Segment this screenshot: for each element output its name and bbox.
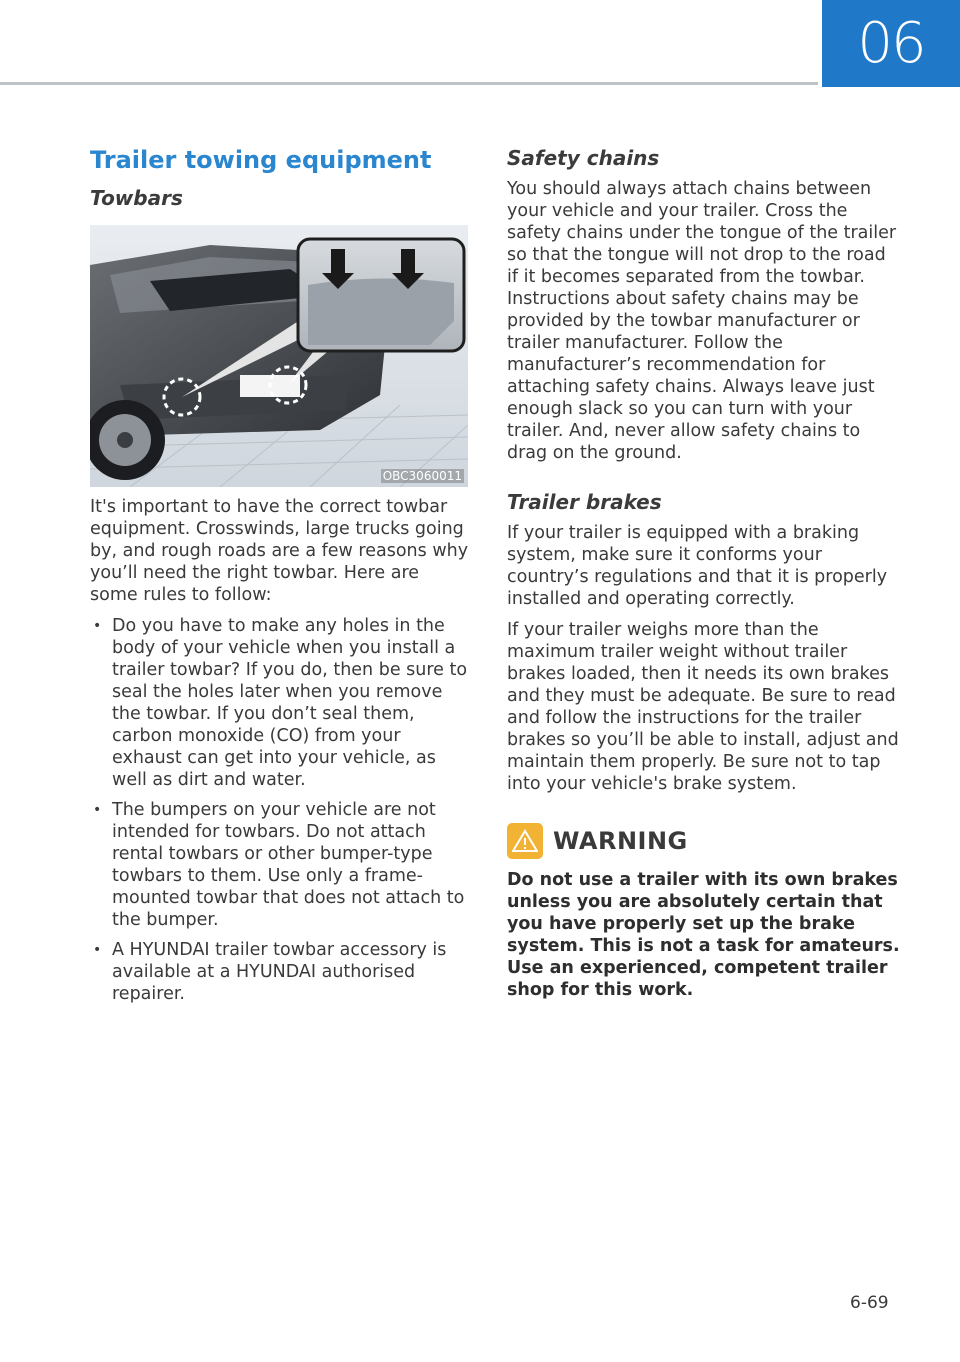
- trailer-brakes-paragraph-2: If your trailer weighs more than the maximum trailer weight without trailer brakes loaded, then it needs its own brakes and they must be adequate. Be sure to read and follow the instructions for the trailer brakes so you’ll be able to install, adjust and maintain them properly. Be sure not to tap into your vehicle's brake system.: [507, 620, 899, 794]
- page-number: 6-69: [850, 1293, 889, 1313]
- chapter-tab: 06: [822, 0, 960, 87]
- list-item: • The bumpers on your vehicle are not intended for towbars. Do not attach rental towbars or other bumper-type towbars to them. Use only a frame-mounted towbar that does not attach to the bumper.: [93, 800, 465, 930]
- car-rear-illustration: [90, 225, 468, 487]
- towbar-figure: [90, 225, 468, 487]
- right-column-text: [507, 146, 902, 1001]
- trailer-brakes-heading: Trailer brakes: [507, 490, 662, 514]
- list-item: • A HYUNDAI trailer towbar accessory is available at a HYUNDAI authorised repairer.: [93, 940, 447, 1004]
- towbar-rules-list: [90, 615, 470, 1005]
- towbars-heading: Towbars: [90, 186, 183, 210]
- trailer-brakes-paragraph-1: If your trailer is equipped with a braking system, make sure it conforms your country’s regulations and that it is properly installed and operating correctly.: [507, 523, 888, 609]
- warning-label: WARNING: [553, 827, 688, 855]
- list-item: • Do you have to make any holes in the body of your vehicle when you install a trailer towbar? If you do, then be sure to seal the holes later when you remove the towbar. If you don’t seal them, carbon monoxide (CO) from your exhaust can get into your vehicle, as well as dirt and water.: [93, 616, 468, 790]
- section-title: Trailer towing equipment: [90, 146, 432, 174]
- safety-chains-text: You should always attach chains between your vehicle and your trailer. Cross the safety chains under the tongue of the trailer so that the tongue will not drop to the road if it becomes separated from the towbar. Instructions about safety chains may be provided by the towbar manufacturer or trailer manufacturer. Follow the manufacturer’s recommendation for attaching safety chains. Always leave just enough slack so you can turn with your trailer. And, never allow safety chains to drag on the ground.: [507, 179, 897, 463]
- towbars-intro: It's important to have the correct towbar equipment. Crosswinds, large trucks going by, and rough roads are a few reasons why you’ll need the right towbar. Here are some rules to follow:: [90, 497, 469, 605]
- figure-code: OBC3060011: [382, 469, 462, 483]
- safety-chains-heading: Safety chains: [507, 146, 660, 170]
- header-rule: [0, 82, 818, 85]
- warning-heading: [507, 823, 902, 859]
- warning-text: Do not use a trailer with its own brakes unless you are absolutely certain that you have properly set up the brake system. This is not a task for amateurs. Use an experienced, competent trailer shop for this work.: [507, 870, 900, 1000]
- left-column-text: [90, 496, 470, 1013]
- warning-triangle-icon: [507, 823, 543, 859]
